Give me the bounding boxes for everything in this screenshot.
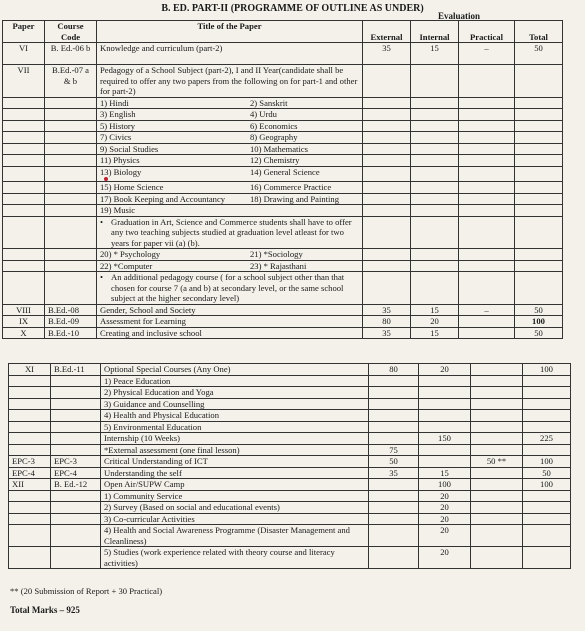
table-row: [3, 327, 563, 339]
paper-cell: X: [3, 327, 45, 339]
internal-cell: 20: [419, 547, 471, 569]
paper-cell: EPC-3: [9, 456, 51, 468]
code-cell: EPC-4: [51, 467, 101, 479]
camp-activity-rows: [9, 490, 571, 569]
code-cell: B. Ed.-06 b: [45, 43, 97, 65]
total-cell: 100: [523, 479, 571, 491]
external-cell: 35: [363, 43, 411, 65]
external-cell: 35: [363, 304, 411, 316]
subject-item: 17) Book Keeping and Accountancy: [100, 193, 226, 204]
subject-pair: [97, 97, 363, 109]
external-cell: 75: [369, 444, 419, 456]
subject-item: 4) Urdu: [250, 109, 277, 119]
code-cell: B. Ed.-12: [51, 479, 101, 491]
lower-table: [8, 363, 571, 569]
ink-mark: [104, 177, 108, 181]
subject-item: 18) Drawing and Painting: [250, 193, 340, 204]
total-cell: 225: [523, 433, 571, 445]
subject-item: 13) Biology: [100, 167, 250, 182]
table-row: [3, 304, 563, 316]
title-cell: Open Air/SUPW Camp: [101, 479, 369, 491]
internal-cell: 20: [411, 316, 459, 328]
camp-activity-item: 1) Community Service: [101, 490, 369, 502]
table-row: [3, 216, 563, 249]
subject-item: 8) Geography: [250, 132, 298, 142]
table-row: [3, 193, 563, 205]
table-row: [9, 547, 571, 569]
subject-item: 20) * Psychology: [100, 249, 161, 259]
subject-item: 21) *Sociology: [250, 249, 303, 259]
paper-cell: XII: [9, 479, 51, 491]
external-cell: 35: [363, 327, 411, 339]
total-cell: 100: [523, 456, 571, 468]
table-row: [9, 433, 571, 445]
title-cell: Knowledge and curriculum (part-2): [97, 43, 363, 65]
table-row: [3, 97, 563, 109]
table-row: [9, 410, 571, 422]
table-row: [9, 502, 571, 514]
table-row: [3, 166, 563, 182]
table-row: [9, 479, 571, 491]
camp-activity-item: 4) Health and Social Awareness Programme (Disaster Management and Cleanliness): [101, 525, 369, 547]
code-cell: B.Ed.-08: [45, 304, 97, 316]
code-cell: B.Ed.-11: [51, 364, 101, 376]
practical-cell: 50 **: [471, 456, 523, 468]
internal-cell: 20: [419, 364, 471, 376]
subject-item: 9) Social Studies: [100, 143, 159, 154]
internal-cell: 15: [411, 43, 459, 65]
paper-header: Paper: [3, 21, 45, 43]
title-cell: Optional Special Courses (Any One): [101, 364, 369, 376]
subject-pair: [97, 182, 363, 194]
code-cell: B.Ed.-07 a & b: [45, 65, 97, 98]
table-row: [9, 467, 571, 479]
graduation-note: • Graduation in Art, Science and Commerce students shall have to offer any two teaching subjects studied at graduation level atleast for two years for paper vii (a) (b).: [97, 216, 363, 249]
table-row: [3, 205, 563, 217]
internal-cell: 20: [419, 513, 471, 525]
subject-item: 15) Home Science: [100, 182, 164, 192]
paper-cell: IX: [3, 316, 45, 328]
optional-course-item: 5) Environmental Education: [101, 421, 369, 433]
internal-cell: 100: [419, 479, 471, 491]
external-header: External: [363, 21, 411, 43]
optional-course-item: 4) Health and Physical Education: [101, 410, 369, 422]
header-row: [3, 21, 563, 43]
internal-cell: 15: [411, 304, 459, 316]
practical-cell: –: [459, 304, 515, 316]
table-row: [9, 444, 571, 456]
total-cell: 50: [515, 43, 563, 65]
practical-header: Practical: [459, 21, 515, 43]
subject-item: 1) Hindi: [100, 97, 129, 108]
subject-item: 11) Physics: [100, 155, 140, 165]
table-row: [9, 513, 571, 525]
internal-cell: 15: [411, 327, 459, 339]
subject-item: 7) Civics: [100, 132, 132, 142]
total-cell: 100: [523, 364, 571, 376]
subject-rows: [3, 97, 563, 205]
practical-cell: [459, 316, 515, 328]
paper-cell: VIII: [3, 304, 45, 316]
page-title: B. ED. PART-II (PROGRAMME OF OUTLINE AS UNDER): [161, 3, 424, 14]
table-row: [3, 316, 563, 328]
music-subject: 19) Music: [97, 205, 363, 217]
table-row: [3, 155, 563, 167]
subject-item: 5) History: [100, 120, 136, 131]
paper-cell: VI: [3, 43, 45, 65]
table-row: [3, 182, 563, 194]
subject-pair: [97, 109, 363, 121]
optional-course-rows: [9, 375, 571, 433]
subject-pair: [97, 260, 363, 272]
footnote: ** (20 Submission of Report + 30 Practical): [10, 586, 163, 596]
optional-course-item: 2) Physical Education and Yoga: [101, 387, 369, 399]
subject-pair: [97, 166, 363, 182]
subject-pair: [97, 155, 363, 167]
subject-pair: [97, 132, 363, 144]
external-cell: 80: [369, 364, 419, 376]
evaluation-header: Evaluation: [438, 11, 481, 21]
table-row: [3, 260, 563, 272]
external-cell: 35: [369, 467, 419, 479]
title-cell: Internship (10 Weeks): [101, 433, 369, 445]
upper-table: [2, 20, 563, 339]
internal-cell: 20: [419, 502, 471, 514]
title-cell: *External assessment (one final lesson): [101, 444, 369, 456]
subject-pair: [97, 120, 363, 132]
total-cell: 100: [515, 316, 563, 328]
subject-item: 10) Mathematics: [250, 143, 308, 154]
external-cell: 80: [363, 316, 411, 328]
subject-pair: [97, 249, 363, 261]
internal-cell: 150: [419, 433, 471, 445]
pedagogy-intro: Pedagogy of a School Subject (part-2), I and II Year(candidate shall be required to offer any two papers from the following on for part-1 and other for part-2): [97, 65, 363, 98]
code-cell: B.Ed.-09: [45, 316, 97, 328]
table-row: [3, 43, 563, 65]
table-row: [3, 272, 563, 305]
additional-pedagogy-note: • An additional pedagogy course ( for a school subject other than that chosen for course 7 (a and b) at secondary level, or the same school subject at the higher secondary level): [97, 272, 363, 305]
subject-pair: [97, 143, 363, 155]
title-cell: Gender, School and Society: [97, 304, 363, 316]
total-cell: 50: [515, 304, 563, 316]
subject-item: 2) Sanskrit: [250, 97, 288, 108]
title-header: Title of the Paper: [97, 21, 363, 43]
title-cell: Understanding the self: [101, 467, 369, 479]
camp-activity-item: 3) Co-curricular Activities: [101, 513, 369, 525]
table-row: [9, 375, 571, 387]
title-cell: Assessment for Learning: [97, 316, 363, 328]
table-row: [3, 132, 563, 144]
subject-item: 16) Commerce Practice: [250, 182, 332, 192]
code-cell: B.Ed.-10: [45, 327, 97, 339]
subject-item: 3) English: [100, 109, 136, 119]
total-header: Total: [515, 21, 563, 43]
subject-item: 6) Economics: [250, 120, 298, 131]
internal-cell: 20: [419, 490, 471, 502]
table-row: [3, 143, 563, 155]
code-cell: EPC-3: [51, 456, 101, 468]
practical-cell: [459, 327, 515, 339]
title-cell: Creating and inclusive school: [97, 327, 363, 339]
table-row: [3, 65, 563, 98]
internal-cell: 20: [419, 525, 471, 547]
table-row: [9, 456, 571, 468]
table-row: [3, 109, 563, 121]
subject-pair: [97, 193, 363, 205]
practical-cell: –: [459, 43, 515, 65]
total-cell: 50: [523, 467, 571, 479]
external-cell: 50: [369, 456, 419, 468]
table-row: [9, 364, 571, 376]
table-row: [9, 387, 571, 399]
optional-course-item: 1) Peace Education: [101, 375, 369, 387]
total-cell: 50: [515, 327, 563, 339]
paper-cell: XI: [9, 364, 51, 376]
table-row: [3, 120, 563, 132]
table-row: [9, 421, 571, 433]
camp-activity-item: 5) Studies (work experience related with theory course and literacy activities): [101, 547, 369, 569]
paper-cell: VII: [3, 65, 45, 98]
subject-item: 14) General Science: [250, 166, 320, 177]
title-cell: Critical Understanding of ICT: [101, 456, 369, 468]
extra-subject-rows: [3, 249, 563, 272]
internal-header: Internal: [411, 21, 459, 43]
optional-course-item: 3) Guidance and Counselling: [101, 398, 369, 410]
paper-cell: EPC-4: [9, 467, 51, 479]
table-row: [9, 398, 571, 410]
internal-cell: 15: [419, 467, 471, 479]
subject-item: 23) * Rajasthani: [250, 260, 307, 271]
subject-item: 22) *Computer: [100, 260, 153, 271]
total-marks: Total Marks – 925: [10, 605, 80, 615]
table-row: [9, 490, 571, 502]
camp-activity-item: 2) Survey (Based on social and educational events): [101, 502, 369, 514]
course-code-header: Course Code: [45, 21, 97, 43]
subject-item: 12) Chemistry: [250, 155, 300, 165]
table-row: [3, 249, 563, 261]
table-row: [9, 525, 571, 547]
